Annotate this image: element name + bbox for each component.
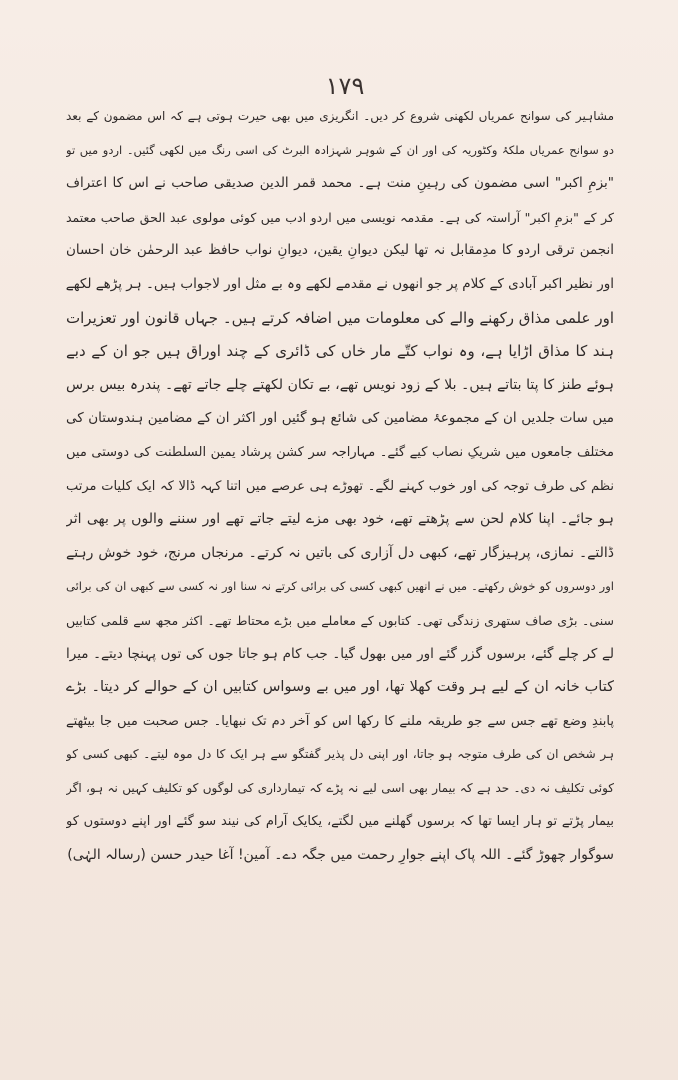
text-line: لے کر چلے گئے، برسوں گزر گئے اور میں بھول گیا۔ جب کام ہو جاتا جوں کی توں پہنچا دیتے۔ میرا <box>66 645 614 662</box>
text-line: مشاہیر کی سوانح عمریاں لکھنی شروع کر دیں۔ انگریزی میں بھی حیرت ہوتی ہے کہ اس مضمون کے بعد <box>66 109 614 123</box>
text-line: اور علمی مذاق رکھنے والے کی معلومات میں اضافہ کرتے ہیں۔ جہاں قانون اور تعزیرات <box>66 308 614 327</box>
text-line: نظم کی طرف توجہ کی اور خوب کہنے لگے۔ تھوڑے ہی عرصے میں اتنا کہہ ڈالا کہ ایک کلیات مرتب <box>66 478 614 494</box>
text-line: ڈالتے۔ نمازی، پرہیزگار تھے، کبھی دل آزاری کی باتیں نہ کرتے۔ مرنجاں مرنج، خود خوش رہتے <box>66 544 614 561</box>
text-line: سنی۔ بڑی صاف ستھری زندگی تھی۔ کتابوں کے معاملے میں بڑے محتاط تھے۔ اکثر مجھ سے قلمی کتابیں <box>66 612 614 628</box>
text-line: کر کے "بزمِ اکبر" آراستہ کی ہے۔ مقدمہ نویسی میں اردو ادب میں کوئی مولوی عبد الحق صاحب معتمد <box>66 209 614 225</box>
text-line: بیمار پڑتے تو ہار ایسا تھا کہ برسوں گھلنے میں لگتے، یکایک آرام کی نیند سو گئے اور اپنے دوستوں کو <box>66 814 614 830</box>
text-line: دو سوانح عمریاں ملکۂ وکٹوریہ کی اور ان کے شوہر شہزادہ البرٹ کی اسی رنگ میں لکھی گئیں۔ اردو میں تو <box>66 142 614 157</box>
text-line: ہو جائے۔ اپنا کلام لحن سے پڑھتے تھے، خود بھی مزے لیتے جاتے تھے اور سننے والوں پر بھی اثر <box>66 511 614 528</box>
text-line: "بزمِ اکبر" اسی مضمون کی رہینِ منت ہے۔ محمد قمر الدین صدیقی صاحب نے اس کا اعتراف <box>66 175 614 192</box>
text-line: کتاب خانہ ان کے لیے ہر وقت کھلا تھا، اور میں بے وسواس کتابیں ان کے حوالے کر دیتا۔ بڑے <box>66 679 614 696</box>
page-number: ۱۷۹ <box>325 72 365 100</box>
text-line: اور نظیر اکبر آبادی کے کلام پر جو انھوں نے مقدمے لکھے وہ بے مثل اور لاجواب ہیں۔ ہر پڑھے لکھے <box>66 275 614 292</box>
text-line: ہند کا مذاق اڑایا ہے، وہ نواب کتّے مار خاں کی ڈائری کے چند اوراق ہیں جو ان کے دبے <box>66 342 614 361</box>
text-line: مختلف جامعوں میں شریکِ نصاب کیے گئے۔ مہاراجہ سر کشن پرشاد یمین السلطنت کی دوستی میں <box>66 444 614 460</box>
text-line: ہوئے طنز کا پتا بتاتے ہیں۔ بلا کے زود نویس تھے، بے تکان لکھتے چلے جاتے تھے۔ پندرہ بیس برس <box>66 376 614 393</box>
text-line: ہر شخص ان کی طرف متوجہ ہو جاتا، اور اپنی دل پذیر گفتگو سے ہر ایک کا دل موہ لیتے۔ کبھی کسی کو <box>66 747 614 762</box>
text-line: انجمن ترقی اردو کا مدِمقابل نہ تھا لیکن دیوانِ یقین، دیوانِ نواب حافظ عبد الرحمٰن خان احسان <box>66 242 614 259</box>
text-line: اور دوسروں کو خوش رکھتے۔ میں نے انھیں کبھی کسی کی برائی کرتے نہ سنا اور نہ کسی سے کبھی ان کی برائی <box>66 579 614 594</box>
text-line: پابندِ وضع تھے جس سے جو طریقہ ملنے کا رکھا اس کو آخر دم تک نبھایا۔ جس صحبت میں جا بیٹھتے <box>66 713 614 729</box>
text-line: کوئی تکلیف نہ دی۔ حد ہے کہ بیمار بھی اسی لیے نہ پڑے کہ تیمارداری کی لوگوں کو تکلیف کہیں نہ ہو، اگر <box>66 780 614 795</box>
body-text <box>66 100 614 873</box>
text-line-signature: سوگوار چھوڑ گئے۔ اللہ پاک اپنے جوارِ رحمت میں جگہ دے۔ آمین! آغا حیدر حسن (رسالہ الہٰی) <box>67 847 614 864</box>
text-line: میں سات جلدیں ان کے مجموعۂ مضامین کی شائع ہو گئیں اور اکثر ان کے مضامین ہندوستان کی <box>66 410 614 427</box>
